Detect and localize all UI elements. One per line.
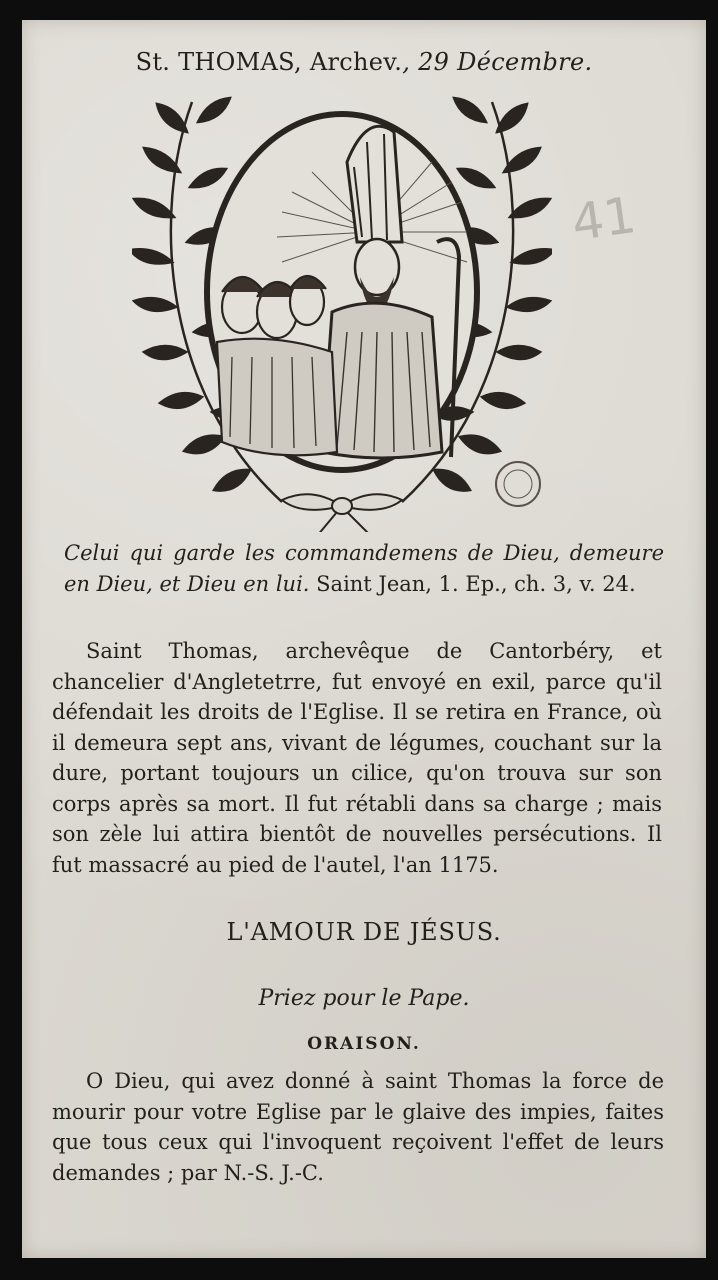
feast-date: , 29 Décembre.: [402, 48, 593, 76]
quote-text: Celui qui garde les commandemens de Dieu, demeure en Dieu, et Dieu en lui.: [64, 541, 664, 596]
oraison-label: ORAISON.: [307, 1034, 421, 1054]
prayer-paragraph: O Dieu, qui avez donné à saint Thomas la force de mourir pour votre Eglise par le glaive des impies, faites que tous ceux qui l'invoquent reçoivent l'effet de leurs demandes ; par N.-S. J.-C.: [52, 1069, 664, 1185]
scripture-quote: [64, 538, 664, 600]
bishop-robe-icon: [322, 303, 442, 458]
bishop-head-icon: [355, 239, 399, 295]
ribbon-bow-icon: [282, 494, 402, 532]
devotional-card: [22, 20, 706, 1258]
pencil-annotation: 41: [568, 185, 640, 253]
section-subtitle: Priez pour le Pape.: [258, 986, 470, 1011]
three-youths-icon: [217, 276, 337, 455]
section-title: L'AMOUR DE JÉSUS.: [226, 918, 502, 946]
card-header: [22, 48, 706, 76]
library-stamp-icon: [492, 458, 544, 510]
saint-name: St. THOMAS: [135, 48, 295, 76]
saint-role: , Archev.: [294, 48, 403, 76]
saint-thomas-engraving: [132, 92, 552, 532]
quote-reference: Saint Jean, 1. Ep., ch. 3, v. 24.: [316, 572, 636, 596]
biography-paragraph: Saint Thomas, archevêque de Cantorbéry, et chancelier d'Angletetrre, fut envoyé en exil, parce qu'il défendait les droits de l'Eglise. Il se retira en France, où il demeura sept ans, vivant de légumes, couchant sur la dure, portant toujours un cilice, qu'on trouva sur son corps après sa mort. Il fut rétabli dans sa charge ; mais son zèle lui attira bientôt de nouvelles persécutions. Il fut massacré au pied de l'autel, l'an 1175.: [52, 639, 662, 877]
